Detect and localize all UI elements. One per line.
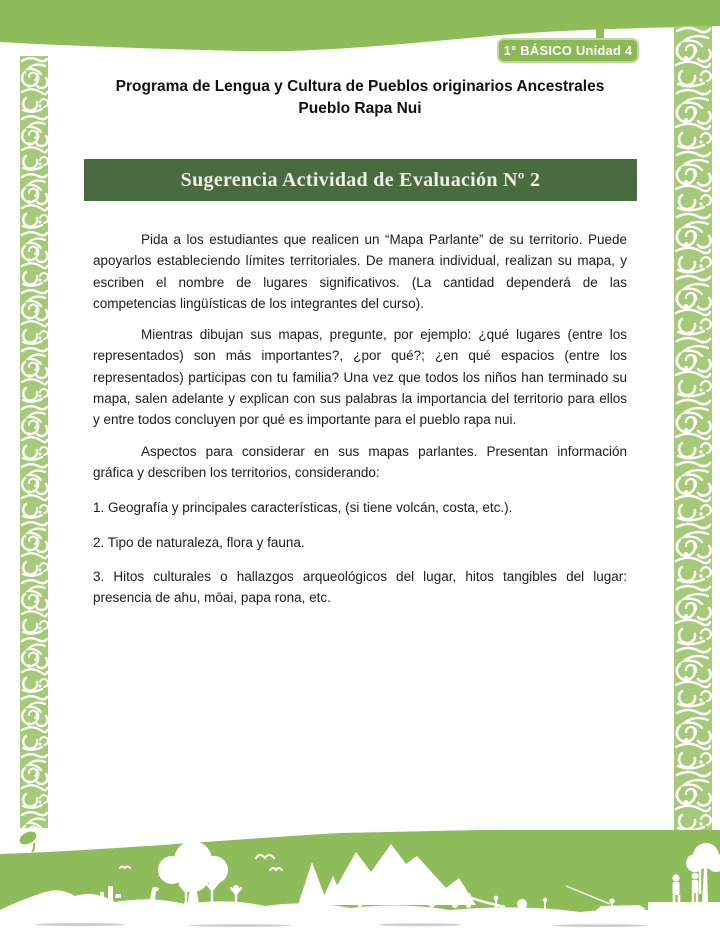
list-item-2: 2. Tipo de naturaleza, flora y fauna. [93, 534, 305, 550]
koru-border-right-icon [674, 26, 712, 852]
leaf-icon [17, 830, 38, 852]
ground-texture [35, 923, 648, 927]
paragraph-2: Mientras dibujan sus mapas, pregunte, por ejemplo: ¿qué lugares (entre los representados) son más importantes?, ¿por qué?; ¿en qué espacios (entre los representados) participas con tu familia? Una vez que todos los niños han terminado su mapa, salen adelante y explican con sus palabras la importancia del territorio para ellos y entre todos concluyen por qué es importante para el pueblo rapa nui. [93, 327, 627, 428]
document-title-line2: Pueblo Rapa Nui [298, 100, 422, 117]
list-item-3: 3. Hitos culturales o hallazgos arqueológicos del lugar, hitos tangibles del lugar: presencia de ahu, mōai, papa rona, etc. [93, 568, 627, 606]
paragraph-1: Pida a los estudiantes que realicen un “Mapa Parlante” de su territorio. Puede apoyarlos estableciendo límites territoriales. De manera individual, realizan su mapa, y escriben el nombre de lugares significativos. (La cantidad dependerá de las competencias lingüísticas de los integrantes del curso). [93, 232, 627, 311]
document-title [93, 76, 627, 120]
section-banner [84, 159, 637, 201]
document-title-line1: Programa de Lengua y Cultura de Pueblos originarios Ancestrales [115, 78, 605, 95]
document-body [93, 229, 627, 621]
koru-border-left-icon [20, 56, 48, 828]
unit-badge-label: 1° BÁSICO Unidad 4 [503, 43, 633, 58]
unit-badge [497, 38, 639, 63]
section-banner-title: Sugerencia Actividad de Evaluación Nº 2 [180, 168, 541, 191]
paragraph-3: Aspectos para considerar en sus mapas parlantes. Presentan información gráfica y describen los territorios, considerando: [93, 443, 627, 480]
landscape-silhouette [0, 830, 720, 932]
list-item-1: 1. Geografía y principales características, (si tiene volcán, costa, etc.). [93, 500, 513, 516]
